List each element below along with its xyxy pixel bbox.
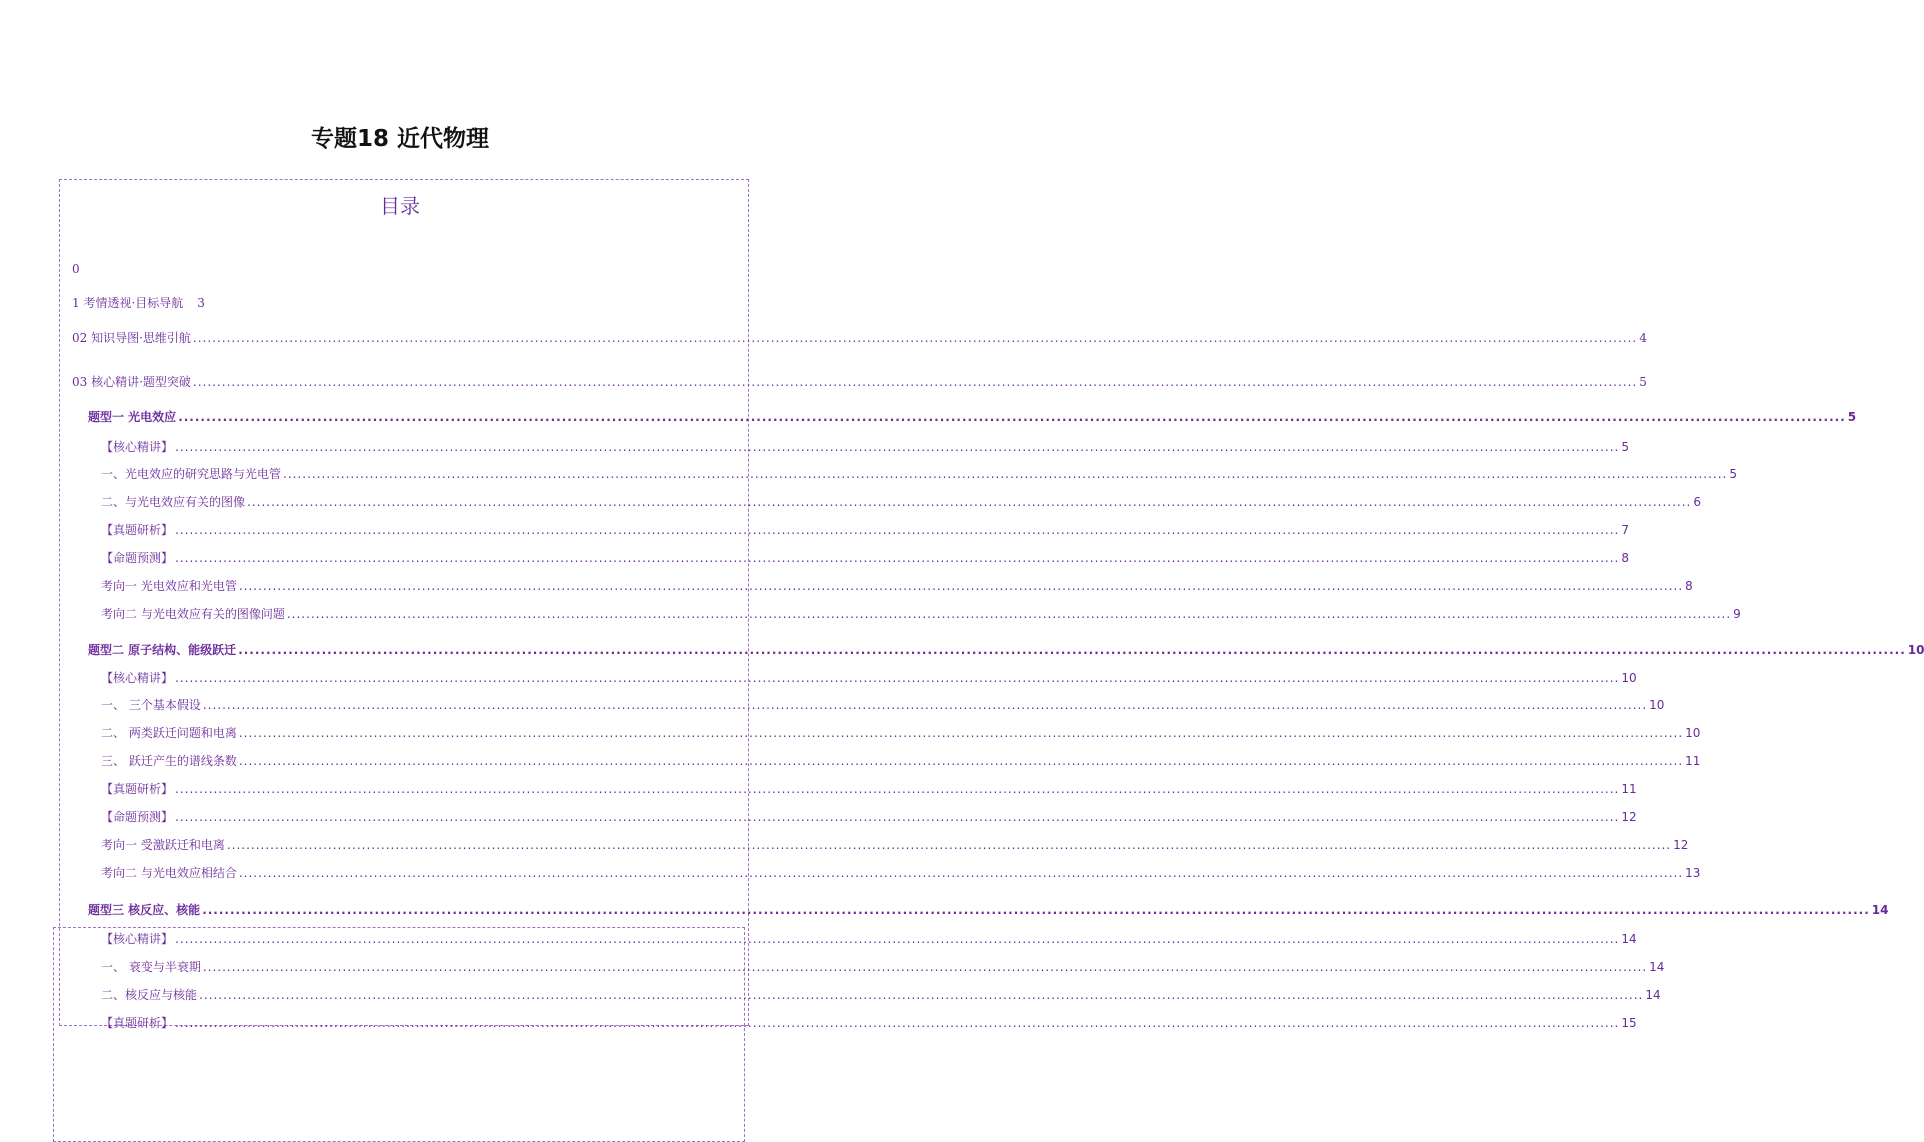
toc-entry[interactable] [101, 434, 1629, 454]
toc-leader-dots: ............................................................................................................................................................................................................................................................................................................ [175, 440, 1620, 454]
toc-entry-title: 考向二 与光电效应相结合 [101, 866, 237, 880]
toc-entry-page: 13 [1685, 866, 1701, 880]
toc-entry-page: 14 [1645, 988, 1661, 1002]
toc-entry-page: 14 [1621, 932, 1637, 946]
toc-entry-title: 题型二 原子结构、能级跃迁 [88, 643, 237, 657]
toc-entry-page: 15 [1621, 1016, 1637, 1030]
toc-heading: 目录 [380, 194, 420, 218]
toc-entry-title: 一、 三个基本假设 [101, 698, 201, 712]
toc-leader-dots: ............................................................................................................................................................................................................................................................................................................ [175, 1016, 1620, 1030]
toc-entry-page: 5 [1639, 375, 1647, 389]
toc-entry-page: 3 [197, 296, 205, 310]
toc-leader-dots: ............................................................................................................................................................................................................................................................................................................ [175, 551, 1620, 565]
toc-entry-page: 4 [1639, 331, 1647, 345]
toc-entry-title: 0 [72, 262, 80, 276]
toc-leader-dots: ............................................................................................................................................................................................................................................................................................................ [192, 331, 1638, 345]
toc-entry-page: 10 [1685, 726, 1701, 740]
toc-entry-page: 5 [1847, 410, 1857, 424]
toc-entry-title: 【真题研析】 [101, 523, 174, 537]
toc-leader-dots: ............................................................................................................................................................................................................................................................................................................ [199, 988, 1644, 1002]
toc-entry-page: 14 [1871, 903, 1889, 917]
toc-entry-page: 8 [1685, 579, 1693, 593]
toc-entry-page: 6 [1693, 495, 1701, 509]
toc-entry-page: 10 [1649, 698, 1665, 712]
toc-entry-title: 二、核反应与核能 [101, 988, 198, 1002]
toc-entry[interactable] [101, 748, 1701, 768]
toc-leader-dots: ............................................................................................................................................................................................................................................................................................................ [247, 495, 1692, 509]
toc-entry-title: 【核心精讲】 [101, 440, 174, 454]
toc-entry-title: 二、与光电效应有关的图像 [101, 495, 246, 509]
toc-leader-dots: ............................................................................................................................................................................................................................................................................................................ [238, 579, 1684, 593]
toc-leader-dots: ............................................................................................................................................................................................................................................................................................................ [175, 782, 1620, 796]
toc-entry-title: 【核心精讲】 [101, 932, 174, 946]
toc-entry-title: 03 核心精讲·题型突破 [72, 375, 191, 389]
toc-entry-page: 10 [1621, 671, 1637, 685]
toc-entry-title: 【命题预测】 [101, 810, 174, 824]
toc-entry[interactable] [101, 517, 1629, 537]
toc-entry-page: 8 [1621, 551, 1629, 565]
toc-leader-dots: ............................................................................................................................................................................................................................................................................................................ [283, 467, 1728, 481]
toc-entry-title: 【命题预测】 [101, 551, 174, 565]
toc-entry-page: 5 [1729, 467, 1737, 481]
toc-entry-page: 10 [1907, 643, 1924, 657]
toc-entry[interactable] [101, 804, 1637, 824]
toc-entry[interactable] [101, 1010, 1637, 1030]
toc-entry-title: 1 考情透视·目标导航 [72, 296, 184, 310]
toc-entry-page: 7 [1621, 523, 1629, 537]
toc-entry[interactable] [101, 926, 1637, 946]
toc-leader-dots: ............................................................................................................................................................................................................................................................................................................ [178, 410, 1846, 424]
toc-entry[interactable] [72, 256, 472, 276]
toc-entry-title: 考向二 与光电效应有关的图像问题 [101, 607, 285, 621]
toc-leader-dots: ............................................................................................................................................................................................................................................................................................................ [175, 810, 1620, 824]
toc-entry[interactable] [101, 720, 1701, 740]
toc-entry[interactable] [72, 290, 472, 310]
toc-leader-dots: ............................................................................................................................................................................................................................................................................................................ [286, 607, 1732, 621]
toc-leader-dots: ............................................................................................................................................................................................................................................................................................................ [175, 932, 1620, 946]
toc-entry[interactable] [72, 325, 1647, 345]
toc-entry[interactable] [72, 369, 1647, 389]
toc-entry[interactable] [101, 601, 1741, 621]
toc-entry-page: 11 [1621, 782, 1637, 796]
toc-entry-page: 12 [1621, 810, 1637, 824]
toc-entry-title: 题型三 核反应、核能 [88, 903, 201, 917]
toc-leader-dots: ............................................................................................................................................................................................................................................................................................................ [238, 726, 1684, 740]
toc-leader-dots: ............................................................................................................................................................................................................................................................................................................ [202, 960, 1648, 974]
toc-entry-page: 14 [1649, 960, 1665, 974]
toc-entry-page: 12 [1673, 838, 1689, 852]
toc-entry[interactable] [101, 692, 1665, 712]
toc-entry-page: 11 [1685, 754, 1701, 768]
toc-leader-dots: ............................................................................................................................................................................................................................................................................................................ [238, 866, 1684, 880]
toc-entry[interactable] [88, 404, 1857, 424]
toc-entry[interactable] [101, 776, 1637, 796]
toc-entry[interactable] [101, 545, 1629, 565]
toc-entry-title: 【真题研析】 [101, 1016, 174, 1030]
toc-entry[interactable] [101, 489, 1701, 509]
toc-entry[interactable] [101, 665, 1637, 685]
toc-entry-title: 一、 衰变与半衰期 [101, 960, 201, 974]
toc-entry[interactable] [101, 954, 1665, 974]
toc-entry[interactable] [101, 982, 1661, 1002]
toc-leader-dots: ............................................................................................................................................................................................................................................................................................................ [202, 903, 1870, 917]
toc-entry-title: 02 知识导图·思维引航 [72, 331, 191, 345]
toc-entry[interactable] [88, 897, 1889, 917]
toc-entry[interactable] [101, 832, 1689, 852]
toc-entry-page: 9 [1733, 607, 1741, 621]
toc-leader-dots: ............................................................................................................................................................................................................................................................................................................ [226, 838, 1672, 852]
toc-entry-page: 5 [1621, 440, 1629, 454]
toc-entry[interactable] [88, 637, 1924, 657]
toc-entry-title: 一、光电效应的研究思路与光电管 [101, 467, 282, 481]
toc-entry[interactable] [101, 860, 1701, 880]
toc-leader-dots: ............................................................................................................................................................................................................................................................................................................ [238, 643, 1906, 657]
toc-leader-dots: ............................................................................................................................................................................................................................................................................................................ [202, 698, 1648, 712]
toc-leader-dots: ............................................................................................................................................................................................................................................................................................................ [175, 671, 1620, 685]
toc-entry[interactable] [101, 573, 1693, 593]
toc-entry-title: 二、 两类跃迁问题和电离 [101, 726, 237, 740]
toc-entry-title: 【真题研析】 [101, 782, 174, 796]
page-title: 专题18 近代物理 [310, 126, 489, 152]
toc-leader-dots: ............................................................................................................................................................................................................................................................................................................ [175, 523, 1620, 537]
toc-entry-title: 考向一 光电效应和光电管 [101, 579, 237, 593]
toc-leader-dots: ............................................................................................................................................................................................................................................................................................................ [192, 375, 1638, 389]
toc-entry[interactable] [101, 461, 1737, 481]
toc-leader-dots: ............................................................................................................................................................................................................................................................................................................ [238, 754, 1684, 768]
toc-entry-title: 题型一 光电效应 [88, 410, 177, 424]
toc-entry-title: 【核心精讲】 [101, 671, 174, 685]
toc-entry-title: 考向一 受激跃迁和电离 [101, 838, 225, 852]
toc-entry-title: 三、 跃迁产生的谱线条数 [101, 754, 237, 768]
